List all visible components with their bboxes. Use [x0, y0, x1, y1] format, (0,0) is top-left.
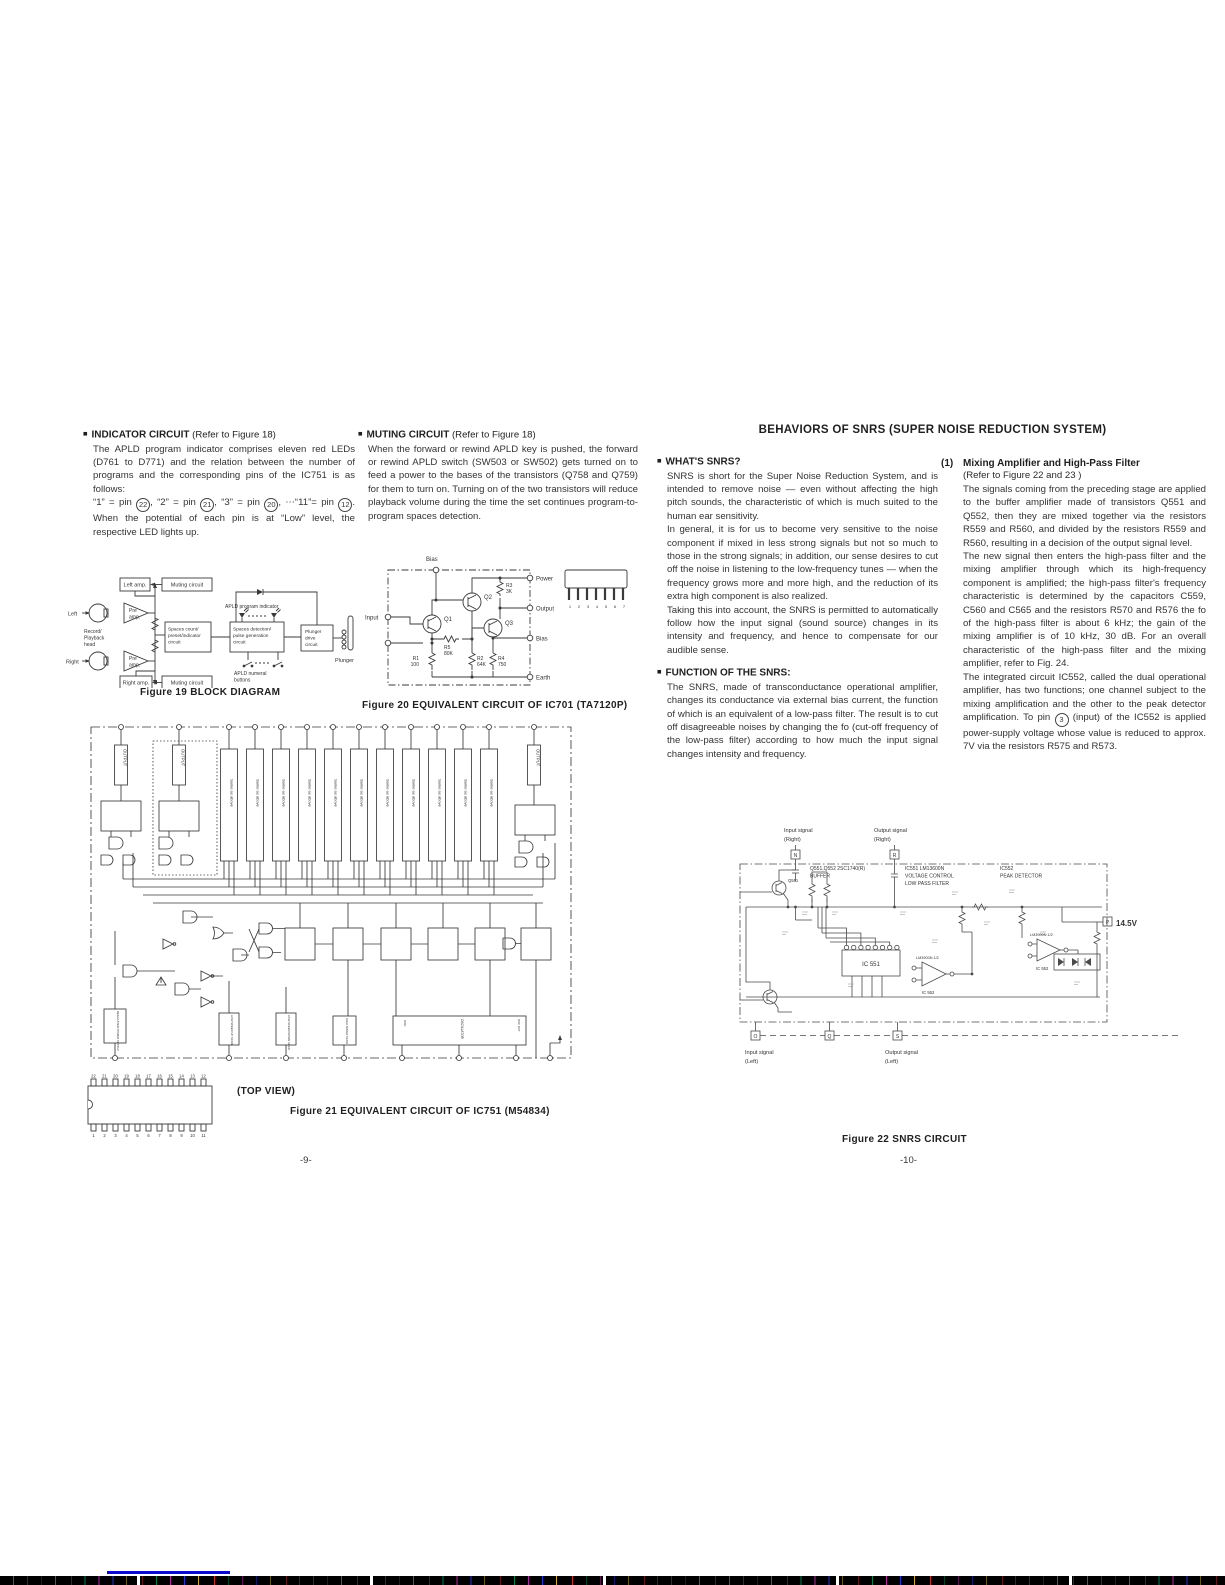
dip-pin-10: 10	[190, 1133, 195, 1138]
fig20-earth: Earth	[536, 675, 551, 682]
fig21-output-3: OUTPUT	[535, 749, 541, 767]
fig22-output-left-1: Output signal	[885, 1050, 918, 1056]
fig22-opamp1-label: LM3900N 1/2	[916, 956, 939, 960]
section-indicator-circuit	[83, 429, 355, 539]
mixing-p2: The new signal then enters the high-pass filter and the mixing amplifier through which its high-frequency component is amplified; the high-pass filter's frequency characteristic is determined by the capacitors C559, C560 and C565 and the resistors R570 and R576 the fo of the high-pass filter is about 6 kHz; the gain of the mixing amplifier is of 10 kHz, 30 dB. For an overall characteristic of the high-pass filter and the mixing amplifier, refer to Fig. 24.	[963, 551, 1206, 670]
mixing-number: (1)	[941, 458, 954, 469]
fig21-low-up-label: LOW SPEED UP SCAN	[230, 1015, 234, 1045]
muting-p1: When the forward or rewind APLD key is pushed, the forward or rewind APLD switch (SW503 or SW502) gets turned on to feed a power to the bases of the transistors (Q758 and Q759) for them to turn on. Turning on of the two transistors will reduce playback volume during the time the set continues program-to-program spaces detection.	[368, 443, 638, 522]
circled-pin-12: 12	[338, 498, 352, 512]
fig22-supply-voltage: 14.5V	[1116, 919, 1137, 928]
fig20-r5: R5	[444, 645, 451, 651]
section-whats-snrs	[657, 456, 938, 761]
fig20-pkg-pin-3: 3	[586, 604, 590, 609]
dip-pin-13: 13	[190, 1073, 195, 1079]
bullet-icon: ■	[657, 456, 662, 465]
indicator-heading	[83, 429, 355, 441]
fig20-bias: Bias	[536, 636, 548, 643]
fig20-r3: R3	[506, 583, 513, 589]
fig22-terminal-q: Q	[827, 1034, 832, 1040]
dip-pin-2: 2	[103, 1133, 106, 1138]
fig19-muting-top-label: Muting circuit	[170, 582, 204, 589]
fig19-pre2: Pre	[129, 656, 137, 662]
dip-pin-9: 9	[180, 1133, 183, 1138]
dip-pin-6: 6	[147, 1133, 150, 1138]
fig21-low-down-label: LOW SPEED DOWN SCAN	[287, 1015, 291, 1050]
fig19-sc2: preset/indicator	[168, 634, 201, 639]
fig20-r2v: 64K	[477, 662, 486, 668]
fig20-pkg-pin-6: 6	[613, 604, 617, 609]
fig22-ic551-label-3: LOW PASS FILTER	[905, 881, 949, 887]
dip-pin-21: 21	[102, 1073, 107, 1079]
fig20-r2: R2	[477, 656, 484, 662]
fig21-oscillator-label: OSCILLATOR	[460, 1019, 464, 1039]
fig21-output-2: OUTPUT	[180, 749, 186, 767]
muting-heading-text: MUTING CIRCUIT	[366, 429, 450, 441]
dip-pin-22: 22	[91, 1073, 96, 1079]
fig22-terminal-n: N	[793, 853, 798, 859]
whats-snrs-heading	[657, 456, 938, 468]
fig19-sd1: Spaces detection/	[233, 627, 272, 633]
fig22-ic552-label-2: PEAK DETECTOR	[1000, 873, 1043, 880]
bullet-icon: ■	[358, 429, 363, 438]
dip-pin-12: 12	[201, 1073, 206, 1079]
dip-pin-7: 7	[158, 1133, 161, 1138]
section-mixing-amplifier	[941, 458, 1206, 754]
fig19-left-amp-label: Left amp.	[123, 582, 147, 589]
dip-pin-16: 16	[157, 1073, 162, 1079]
figure-21-caption: Figure 21 EQUIVALENT CIRCUIT OF IC751 (M54834)	[290, 1106, 550, 1117]
fig19-muting-bottom-label: Muting circuit	[170, 680, 204, 687]
circled-pin-3: 3	[1055, 713, 1069, 727]
fig22-terminal-r: R	[892, 853, 897, 859]
fig21-osc-label: OSC	[403, 1020, 407, 1027]
fig19-pre1: Pre	[129, 608, 137, 614]
figure-19-caption: Figure 19 BLOCK DIAGRAM	[140, 687, 281, 698]
fig20-pkg-pin-1: 1	[568, 604, 572, 609]
fig22-input-left-1: Input signal	[745, 1050, 774, 1056]
bullet-icon: ■	[657, 667, 662, 677]
function-snrs-heading	[657, 667, 938, 679]
fig19-sd3: circuit	[233, 640, 246, 646]
fig19-nb1: APLD numeral	[234, 671, 267, 677]
fig19-right-label: Right	[66, 659, 79, 666]
fig21-same-4: Same as above	[307, 779, 313, 807]
fig22-buffer-label-2: BUFFER	[810, 873, 830, 880]
indicator-seg5: . When the potential of each pin is at “Low” level, the respective LED lights up.	[93, 497, 355, 538]
muting-heading	[358, 429, 638, 441]
dip-pin-17: 17	[146, 1073, 151, 1079]
fig22-output-right-2: (Right)	[874, 837, 891, 843]
fig22-input-right-2: (Right)	[784, 837, 801, 843]
circled-pin-21: 21	[200, 498, 214, 512]
fig21-same-1: Same as above	[229, 779, 235, 807]
fig19-sc3: circuit	[168, 640, 181, 646]
fig22-output-left-2: (Left)	[885, 1059, 899, 1065]
fig19-sd2: pulse generation	[233, 634, 269, 639]
indicator-heading-text: INDICATOR CIRCUIT	[91, 429, 190, 441]
fig21-same-11: Same as above	[489, 779, 495, 807]
figure-21-dip-package	[85, 1072, 235, 1138]
fig21-regulated-label: REGULATED POWER SUPPLY	[116, 1011, 120, 1051]
dip-pin-14: 14	[179, 1073, 184, 1079]
function-snrs-heading-text: FUNCTION OF THE SNRS:	[665, 667, 791, 679]
fig21-same-7: Same as above	[385, 779, 391, 807]
fig20-pkg-pin-7: 7	[622, 604, 626, 609]
fig19-rec3: head	[84, 642, 96, 648]
fig19-amp2: amp.	[129, 662, 141, 669]
dip-pin-5: 5	[136, 1133, 139, 1138]
dip-pin-19: 19	[124, 1073, 129, 1079]
indicator-p1: The APLD program indicator comprises eleven red LEDs (D761 to D771) and the relation between the number of programs and the corresponding pins of the IC751 is as follows:	[93, 443, 355, 495]
fig22-q551-label: Q551	[788, 878, 799, 883]
fig19-nb2: buttons	[234, 677, 251, 684]
function-snrs-body	[667, 681, 938, 761]
fig22-ic551-box-label: IC 551	[862, 962, 880, 968]
fig20-r5v: 80K	[444, 651, 453, 657]
fig19-apld-indicator-label: APLD program indicator	[225, 604, 279, 610]
fig20-q2: Q2	[484, 595, 493, 601]
circled-pin-22: 22	[136, 498, 150, 512]
top-view-label: (TOP VIEW)	[237, 1086, 296, 1097]
page-number-left: -9-	[300, 1155, 312, 1166]
fig21-same-8: Same as above	[411, 779, 417, 807]
function-snrs-p1: The SNRS, made of transconductance operational amplifier, changes its conductance via external bias current, the function of which is an equivalent of a low-pass filter. The result is to cut off disagreeable noises by changing the fo (cut-off frequency of the low-pass filter) according to how much the input signal changes intensity and frequency.	[667, 681, 938, 760]
indicator-seg3: , “3” = pin	[214, 497, 265, 509]
dip-pin-4: 4	[125, 1133, 128, 1138]
mixing-body	[963, 483, 1206, 754]
indicator-heading-ref: (Refer to Figure 18)	[189, 429, 276, 441]
right-page-header: BEHAVIORS OF SNRS (SUPER NOISE REDUCTION SYSTEM)	[758, 424, 1107, 436]
fig20-r4: R4	[498, 656, 505, 662]
fig19-amp1: amp.	[129, 614, 141, 621]
whats-snrs-p2: In general, it is for us to become very sensitive to the noise component if mixed in less strong signals but not so much to those in the strong signals; in addition, our sense desires to cut off the noise in listening to the low-frequency tunes — when the frequency grows more and more high, and the reduction of its extra high component is also realized.	[667, 524, 938, 603]
mixing-p3-seg1: The integrated circuit IC552, called the dual operational amplifier, has two functions; one channel subject to the mixing amplification and the other to the peak detector amplification. To pin	[963, 671, 1206, 723]
fig19-pd2: drive	[305, 636, 316, 642]
fig20-pkg-pin-2: 2	[577, 604, 581, 609]
fig22-opamp1b-label: IC 552	[922, 990, 935, 995]
fig20-pkg-pin-4: 4	[595, 604, 599, 609]
dip-pin-1: 1	[92, 1133, 95, 1138]
indicator-body	[93, 443, 355, 539]
fig22-output-right-1: Output signal	[874, 828, 907, 834]
fig22-terminal-p: P	[1105, 920, 1110, 926]
dip-pin-3: 3	[114, 1133, 117, 1138]
fig19-plunger-label: Plunger	[335, 658, 354, 664]
fig21-high-scan-label: HIGH SPEED SCAN	[345, 1018, 349, 1044]
fig21-same-9: Same as above	[437, 779, 443, 807]
whats-snrs-body	[667, 470, 938, 658]
dip-pin-15: 15	[168, 1073, 173, 1079]
fig20-output: Output	[536, 606, 555, 613]
whats-snrs-heading-text: WHAT'S SNRS?	[665, 456, 741, 468]
figure-20-caption: Figure 20 EQUIVALENT CIRCUIT OF IC701 (TA7120P)	[362, 700, 628, 711]
mixing-p3	[963, 671, 1206, 754]
mixing-p3-seg2: (input) of the IC552 is applied power-supply voltage whose value is reduced to approx. 7V via the resistors R575 and R573.	[963, 711, 1206, 753]
fig20-r4v: 750	[498, 662, 507, 668]
fig20-q3: Q3	[505, 621, 514, 627]
fig21-same-2: Same as above	[255, 779, 261, 807]
figure-20-equivalent-circuit	[360, 540, 645, 698]
mixing-heading: Mixing Amplifier and High-Pass Filter	[963, 458, 1140, 469]
circled-pin-20: 20	[264, 498, 278, 512]
fig21-same-3: Same as above	[281, 779, 287, 807]
muting-body	[368, 443, 638, 523]
fig21-same-5: Same as above	[333, 779, 339, 807]
fig22-ic552-label-1: IC552	[1000, 866, 1014, 872]
indicator-p2	[93, 496, 355, 539]
bullet-icon: ■	[83, 429, 88, 438]
fig20-pkg-pin-5: 5	[604, 604, 608, 609]
fig21-same-6: Same as above	[359, 779, 365, 807]
fig21-same-10: Same as above	[463, 779, 469, 807]
fig22-opamp2-label: LM3900N 1/2	[1030, 933, 1053, 937]
fig22-buffer-label-1: Q551,Q552 2SC1740(R)	[810, 866, 866, 872]
indicator-seg1: “1” = pin	[93, 497, 137, 509]
figure-19-block-diagram	[58, 556, 378, 688]
dip-pin-8: 8	[169, 1133, 172, 1138]
dip-pin-11: 11	[201, 1133, 206, 1138]
figure-22-caption: Figure 22 SNRS CIRCUIT	[842, 1134, 967, 1145]
fig20-input: Input	[365, 615, 379, 622]
fig21-osc-out-label: OSC OUT	[517, 1019, 521, 1032]
fig21-output-1: OUTPUT	[122, 749, 128, 767]
dip-pin-20: 20	[113, 1073, 118, 1079]
mixing-p1: The signals coming from the preceding stage are applied to the buffer amplifier made of transistors Q551 and Q552, then they are mixed together via the resistors R559 and R560, and divided by the resistors R559 and R560, resulting in a decision of the output signal level.	[963, 484, 1206, 549]
fig22-ic551-label-2: VOLTAGE CONTROL	[905, 873, 954, 880]
fig20-bias-top: Bias	[426, 557, 438, 563]
fig22-ic551-label-1: IC551 LM13600N	[905, 866, 945, 872]
fig20-r3v: 3K	[506, 589, 513, 595]
page-number-right: -10-	[900, 1155, 917, 1166]
fig19-left-label: Left	[68, 611, 78, 618]
fig19-sc1: Spaces count/	[168, 627, 199, 633]
indicator-seg2: , “2” = pin	[150, 497, 201, 509]
blue-pen-mark	[107, 1571, 230, 1574]
section-muting-circuit	[358, 429, 638, 523]
fig22-input-left-2: (Left)	[745, 1059, 759, 1065]
fig20-power: Power	[536, 576, 554, 583]
dip-pin-18: 18	[135, 1073, 140, 1079]
muting-heading-ref: (Refer to Figure 18)	[449, 429, 536, 441]
fig19-pd1: Plunger	[305, 630, 322, 635]
fig20-r1v: 100	[410, 662, 419, 668]
figure-22-snrs-circuit	[722, 812, 1202, 1070]
fig19-rec2: Playback	[84, 635, 105, 642]
fig22-input-right-1: Input signal	[784, 828, 813, 834]
whats-snrs-p1: SNRS is short for the Super Noise Reduction System, and is intended to remove noise — even without affecting the high pitch sounds, the characteristic of which is much suited to the human ear sensitivity.	[667, 470, 938, 522]
figure-21-equivalent-circuit	[63, 713, 583, 1065]
scan-noise-strip	[0, 1576, 1225, 1585]
fig22-terminal-o: O	[753, 1034, 758, 1040]
whats-snrs-p3: Taking this into account, the SNRS is permitted to automatically follow how the input signal (sound source) changes in its intensity and frequency, and hence to compensate for our audible sense.	[667, 604, 938, 656]
indicator-seg4: , ⋯“11”= pin	[278, 497, 339, 509]
fig22-opamp2b-label: IC 552	[1036, 966, 1049, 971]
mixing-ref: (Refer to Figure 22 and 23 )	[963, 470, 1082, 481]
fig19-pd3: circuit	[305, 643, 318, 648]
fig19-right-amp-label: Right amp.	[122, 680, 150, 687]
fig20-q1: Q1	[444, 617, 453, 623]
fig20-r1: R1	[412, 656, 419, 662]
fig19-rec1: Record/	[84, 629, 102, 635]
fig22-terminal-s: S	[895, 1034, 900, 1040]
